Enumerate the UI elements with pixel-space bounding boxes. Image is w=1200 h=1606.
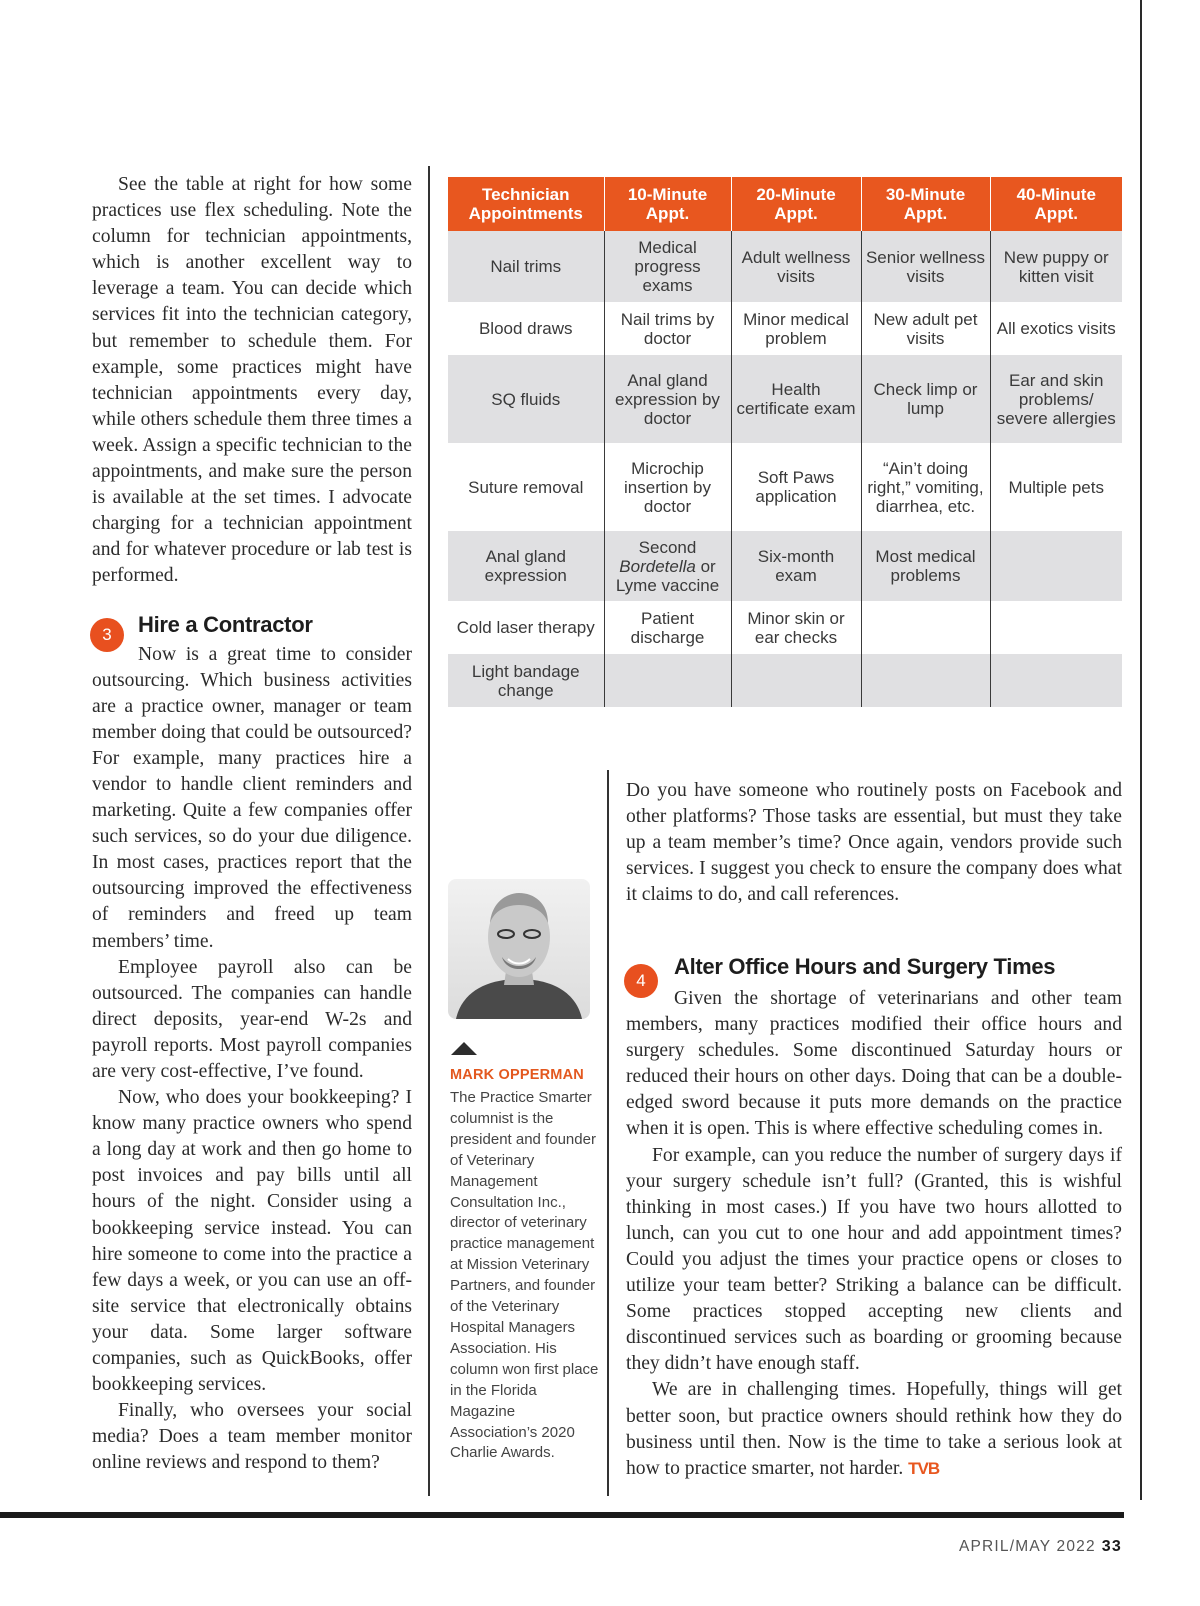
- table-cell: [604, 531, 731, 601]
- column-header: Technician Appointments: [448, 177, 604, 231]
- section-4-heading: [626, 954, 1122, 990]
- scheduling-table: [448, 177, 1122, 707]
- column-header: 10-Minute Appt.: [604, 177, 731, 231]
- section-title: Alter Office Hours and Surgery Times: [674, 954, 1056, 979]
- table-row: [448, 443, 1122, 531]
- section-title: Hire a Contractor: [138, 611, 313, 637]
- table-cell: New adult pet visits: [861, 302, 990, 355]
- author-name: MARK OPPERMAN: [450, 1067, 584, 1083]
- table-cell: Senior wellness visits: [861, 231, 990, 302]
- tvb-end-logo: TVB: [908, 1458, 940, 1478]
- author-bio: The Practice Smarter columnist is the president and founder of Veterinary Management Consultation Inc., director of veterinary practice management at Mission Veterinary Partners, and founder of the Veterinary Hospital Managers Association. His column won first place in the Florida Magazine Association’s 2020 Charlie Awards.: [450, 1089, 599, 1462]
- table-cell: Blood draws: [448, 302, 604, 355]
- table-cell: Microchip insertion by doctor: [604, 443, 731, 531]
- table-cell: “Ain’t doing right,” vomiting, diarrhea, etc.: [861, 443, 990, 531]
- column-header: 20-Minute Appt.: [731, 177, 861, 231]
- table-cell: Patient discharge: [604, 601, 731, 654]
- table-cell: Suture removal: [448, 443, 604, 531]
- right-column-top: [626, 778, 1122, 908]
- footer-rule: [0, 1512, 1124, 1518]
- column-divider: [607, 770, 609, 1496]
- vaccine-italic: Bordetella: [619, 556, 696, 576]
- table-cell: Anal gland expression by doctor: [604, 355, 731, 443]
- table-cell: Nail trims by doctor: [604, 302, 731, 355]
- table-row: [448, 601, 1122, 654]
- table-cell: [861, 601, 990, 654]
- table-cell: Health certificate exam: [731, 355, 861, 443]
- table-cell: Six-month exam: [731, 531, 861, 601]
- column-header: 40-Minute Appt.: [990, 177, 1122, 231]
- table-cell: [990, 601, 1122, 654]
- intro-paragraph: See the table at right for how some practices use flex scheduling. Note the column for technician appointments, which is another excellent way to leverage a team. You can decide which services fit into the technician category, but remember to schedule them. For example, some practices might have technician appointments every day, while others schedule them three times a week. Assign a specific technician to the appointments, and make sure the person is available at the set times. I advocate charging for a technician appointment and for whatever procedure or lab test is performed.: [92, 174, 412, 587]
- issue-date: APRIL/MAY 2022: [958, 1538, 1096, 1555]
- closing-text: We are in challenging times. Hopefully, things will get better soon, but practice owners should rethink how they do business until then. Now is the time to take a serious look at how to practice smarter, not harder.: [626, 1379, 1122, 1479]
- table-cell: [990, 531, 1122, 601]
- body-paragraph: Employee payroll also can be outsourced. The companies can handle direct deposits, year-end W-2s and payroll reports. Most payroll companies are very cost-effective, I’ve found.: [92, 956, 412, 1082]
- triangle-pointer-icon: [451, 1042, 477, 1055]
- table-row: [448, 355, 1122, 443]
- left-column: [92, 172, 412, 1477]
- table-cell: [990, 654, 1122, 707]
- author-photo: [448, 879, 590, 1019]
- vaccine-prefix: Second: [638, 537, 697, 557]
- table-cell: Check limp or lump: [861, 355, 990, 443]
- table-row: [448, 231, 1122, 302]
- portrait-photo-icon: [448, 879, 590, 1019]
- table-cell: Adult wellness visits: [731, 231, 861, 302]
- column-header: 30-Minute Appt.: [861, 177, 990, 231]
- table-cell: Light bandage change: [448, 654, 604, 707]
- table-cell: [731, 654, 861, 707]
- body-paragraph: For example, can you reduce the number of surgery days if your surgery schedule isn’t full? (Granted, this is wishful thinking in most cases.) If you have two hours allotted to lunch, can you cut to one hour and add appointment times? Could you adjust the times your practice opens or closes to utilize your team better? Striking a balance can be difficult. Some practices stopped accepting new clients and discontinued services such as boarding or grooming because they didn’t have enough staff.: [626, 1144, 1122, 1375]
- vaccine-suffix: or Lyme vaccine: [615, 556, 720, 595]
- table-row: [448, 531, 1122, 601]
- table-cell: Most medical problems: [861, 531, 990, 601]
- table-header-row: [448, 177, 1122, 231]
- body-paragraph: [626, 1377, 1122, 1481]
- body-paragraph: Do you have someone who routinely posts on Facebook and other platforms? Those tasks are essential, but must they take up a team member’s time? Once again, vendors provide such services. I suggest you check to ensure the company does what it claims to do, and call references.: [626, 780, 1122, 906]
- body-paragraph: Now is a great time to consider outsourcing. Which business activities are a practice owner, manager or team member doing that could be outsourced? For example, many practices hire a vendor to handle client reminders and marketing. Quite a few companies offer such services, so do your due diligence. In most cases, practices report that the outsourcing improved the effectiveness of reminders and freed up team members’ time.: [92, 643, 412, 952]
- right-column-bottom: [626, 954, 1122, 1482]
- table-cell: Soft Paws application: [731, 443, 861, 531]
- table-row: [448, 302, 1122, 355]
- table-cell: New puppy or kitten visit: [990, 231, 1122, 302]
- section-3-heading: [92, 612, 412, 642]
- table-cell: SQ fluids: [448, 355, 604, 443]
- table-cell: Ear and skin problems/ severe allergies: [990, 355, 1122, 443]
- table-cell: [604, 654, 731, 707]
- table-cell: Anal gland expression: [448, 531, 604, 601]
- table-cell: Minor medical problem: [731, 302, 861, 355]
- body-paragraph: Finally, who oversees your social media? Does a team member monitor online reviews and respond to them?: [92, 1400, 412, 1474]
- table-cell: Cold laser therapy: [448, 601, 604, 654]
- table-cell: Medical progress exams: [604, 231, 731, 302]
- table-cell: [861, 654, 990, 707]
- table-cell: Minor skin or ear checks: [731, 601, 861, 654]
- table-row: [448, 654, 1122, 707]
- page-edge-rule: [1140, 0, 1142, 1500]
- table-cell: Multiple pets: [990, 443, 1122, 531]
- table-cell: All exotics visits: [990, 302, 1122, 355]
- body-paragraph: Given the shortage of veterinarians and other team members, many practices modified their office hours and surgery schedules. Some discontinued Saturday hours or reduced their hours on other days. Doing that can be a double-edged sword because it puts more demands on the practice when it is open. This is where effective scheduling comes in.: [626, 988, 1122, 1140]
- table-cell: Nail trims: [448, 231, 604, 302]
- page-footer: [959, 1538, 1122, 1556]
- column-divider: [428, 166, 430, 1496]
- section-number-badge: 4: [624, 964, 658, 998]
- section-number-badge: 3: [90, 618, 124, 652]
- body-paragraph: Now, who does your bookkeeping? I know many practice owners who spend a long day at work and then go home to post invoices and pay bills until all hours of the night. Consider using a bookkeeping service instead. You can hire someone to come into the practice a few days a week, or you can use an off-site service that electronically obtains your data. Some larger software companies, such as QuickBooks, offer bookkeeping services.: [92, 1087, 412, 1396]
- page-number: 33: [1101, 1538, 1122, 1555]
